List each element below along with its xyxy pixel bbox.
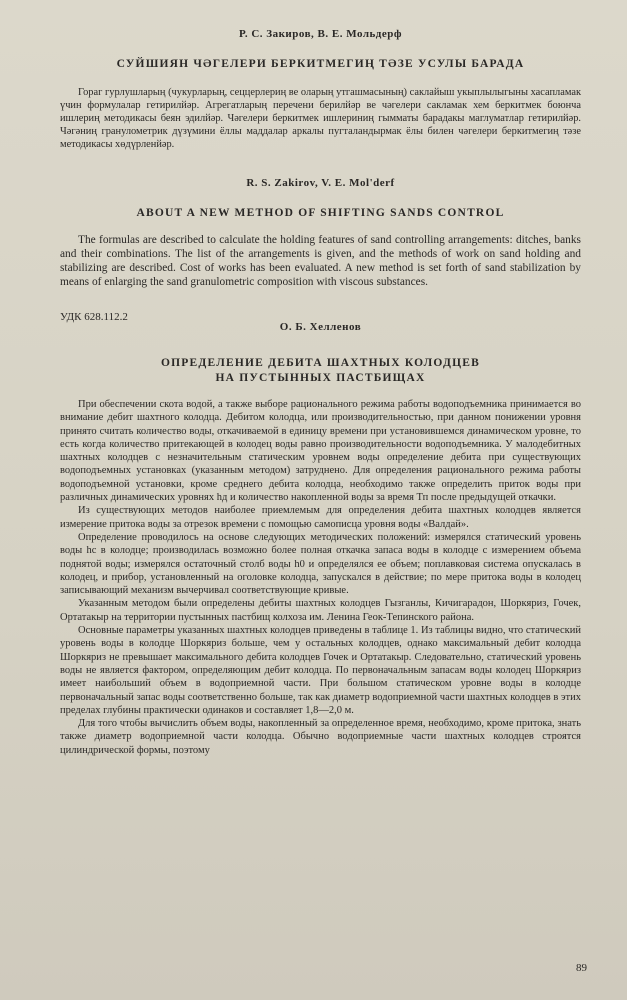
kaz-abstract: Гораг гурлушларың (чукурларың, сеццерлериң ве оларың утгашмасының) саклайыш укыплылыгыны хасапламак үчин формулалар гетирилйәр. Агрегатларың перечени берилйәр ве чәгелери сакламак хем беркитмек боюнча ишлериң методикасы беян эдилйәр. Чәгелери беркитмек ишлериниң гымматы барадакы маглуматлар гетирилйәр. Чәгәниң гранулометрик дүзүмини ёллы маддалар аркалы пугталандырмак ёлы билен чәгелери беркитмегиң тәзе методикасы хөдүрленйәр. bbox=[60, 87, 581, 150]
kaz-authors: Р. С. Закиров, В. Е. Мольдерф bbox=[239, 28, 402, 40]
body-paragraph: Для того чтобы вычислить объем воды, накопленный за определенное время, необходимо, кроме притока, знать также диаметр водоприемной части колодца. Обычно водоприемные части шахтных колодцев строятся цилиндрической формы, поэтому bbox=[60, 718, 581, 756]
en-abstract: The formulas are described to calculate the holding features of sand controlling arrangements: ditches, banks and their combinations. The list of the arrangements is given, and the methods of work on sand holding and stabilizing are described. Cost of works has been evaluated. A new method is set forth of sand stabilization by means of enlarging the sand granulometric composition with viscous substances. bbox=[60, 234, 581, 288]
body-paragraph: Определение проводилось на основе следующих методических положений: измерялся статический уровень воды hс в колодце; производилась возможно более полная откачка запаса воды в колодце с измерением объема поднятой воды; измерялся остаточный столб воды h0 и определялся ее объем; поплавковая система опускалась в колодец, и прибор, установленный на оголовке колодца, запускался в действие; по мере притока воды в колодец записывающий механизм вычерчивал соответствующие кривые. bbox=[60, 531, 581, 597]
udk-code: УДК 628.112.2 bbox=[60, 311, 128, 323]
kaz-title: СУЙШИЯН ЧӘГЕЛЕРИ БЕРКИТМЕГИҢ ТӘЗЕ УСУЛЫ БАРАДА bbox=[116, 58, 525, 70]
article-author: О. Б. Хелленов bbox=[279, 321, 362, 333]
body-paragraph: Указанным методом были определены дебиты шахтных колодцев Гызганлы, Кичигарадон, Шоркяриз, Гочек, Ортатакыр на территории пустынных пастбищ колхоза им. Ленина Геок-Тепинского района. bbox=[60, 598, 581, 623]
article-title-line2: НА ПУСТЫННЫХ ПАСТБИЩАХ bbox=[215, 372, 426, 384]
page-number: 89 bbox=[576, 962, 587, 974]
body-paragraph: Основные параметры указанных шахтных колодцев приведены в таблице 1. Из таблицы видно, что статический уровень воды в колодце Шоркяриз больше, чем у остальных колодцев, однако максимальный дебит колодца Шоркяриз не превышает максимального дебита колодцев Гочек и Ортатакыр. Следовательно, статический уровень воды не является фактором, определяющим дебит колодца. По первоначальным запасам воды колодец Шоркяриз имеет наибольший объем в водоприемной части. При большом статическом уровне воды в колодце первоначальный запас воды соответственно больше, так как диаметр водоприемной части шахтных колодцев в этих пределах глубины практически одинаков и составляет 1,8—2,0 м. bbox=[60, 625, 581, 716]
en-title: ABOUT A NEW METHOD OF SHIFTING SANDS CONTROL bbox=[136, 207, 505, 219]
en-authors: R. S. Zakirov, V. E. Mol'derf bbox=[246, 177, 395, 189]
body-paragraph: Из существующих методов наиболее приемлемым для определения дебита шахтных колодцев является измерение притока воды за отрезок времени с помощью самописца уровня воды «Валдай». bbox=[60, 505, 581, 530]
article-body bbox=[60, 398, 581, 757]
article-title-line1: ОПРЕДЕЛЕНИЕ ДЕБИТА ШАХТНЫХ КОЛОДЦЕВ bbox=[161, 357, 480, 369]
body-paragraph: При обеспечении скота водой, а также выборе рационального режима работы водоподъемника принимается во внимание дебит шахтного колодца. Дебитом колодца, или производительностью, при данном понижении уровня принято считать количество воды, откачиваемой в единицу времени при установившемся динамическом уровне, то есть когда количество притекающей в колодец воды равно производительности водоподъемника. У малодебитных шахтных колодцев с незначительным статическим уровнем воды определение дебита при существующих водоподъемных установках (указанным методом) затруднено. Для определения рационального режима работы водоподъемной установки, кроме среднего дебита колодца, необходимо также определить приток воды при различных динамических уровнях hд и количество накопленной воды за время Тп после предыдущей откачки. bbox=[60, 399, 581, 504]
